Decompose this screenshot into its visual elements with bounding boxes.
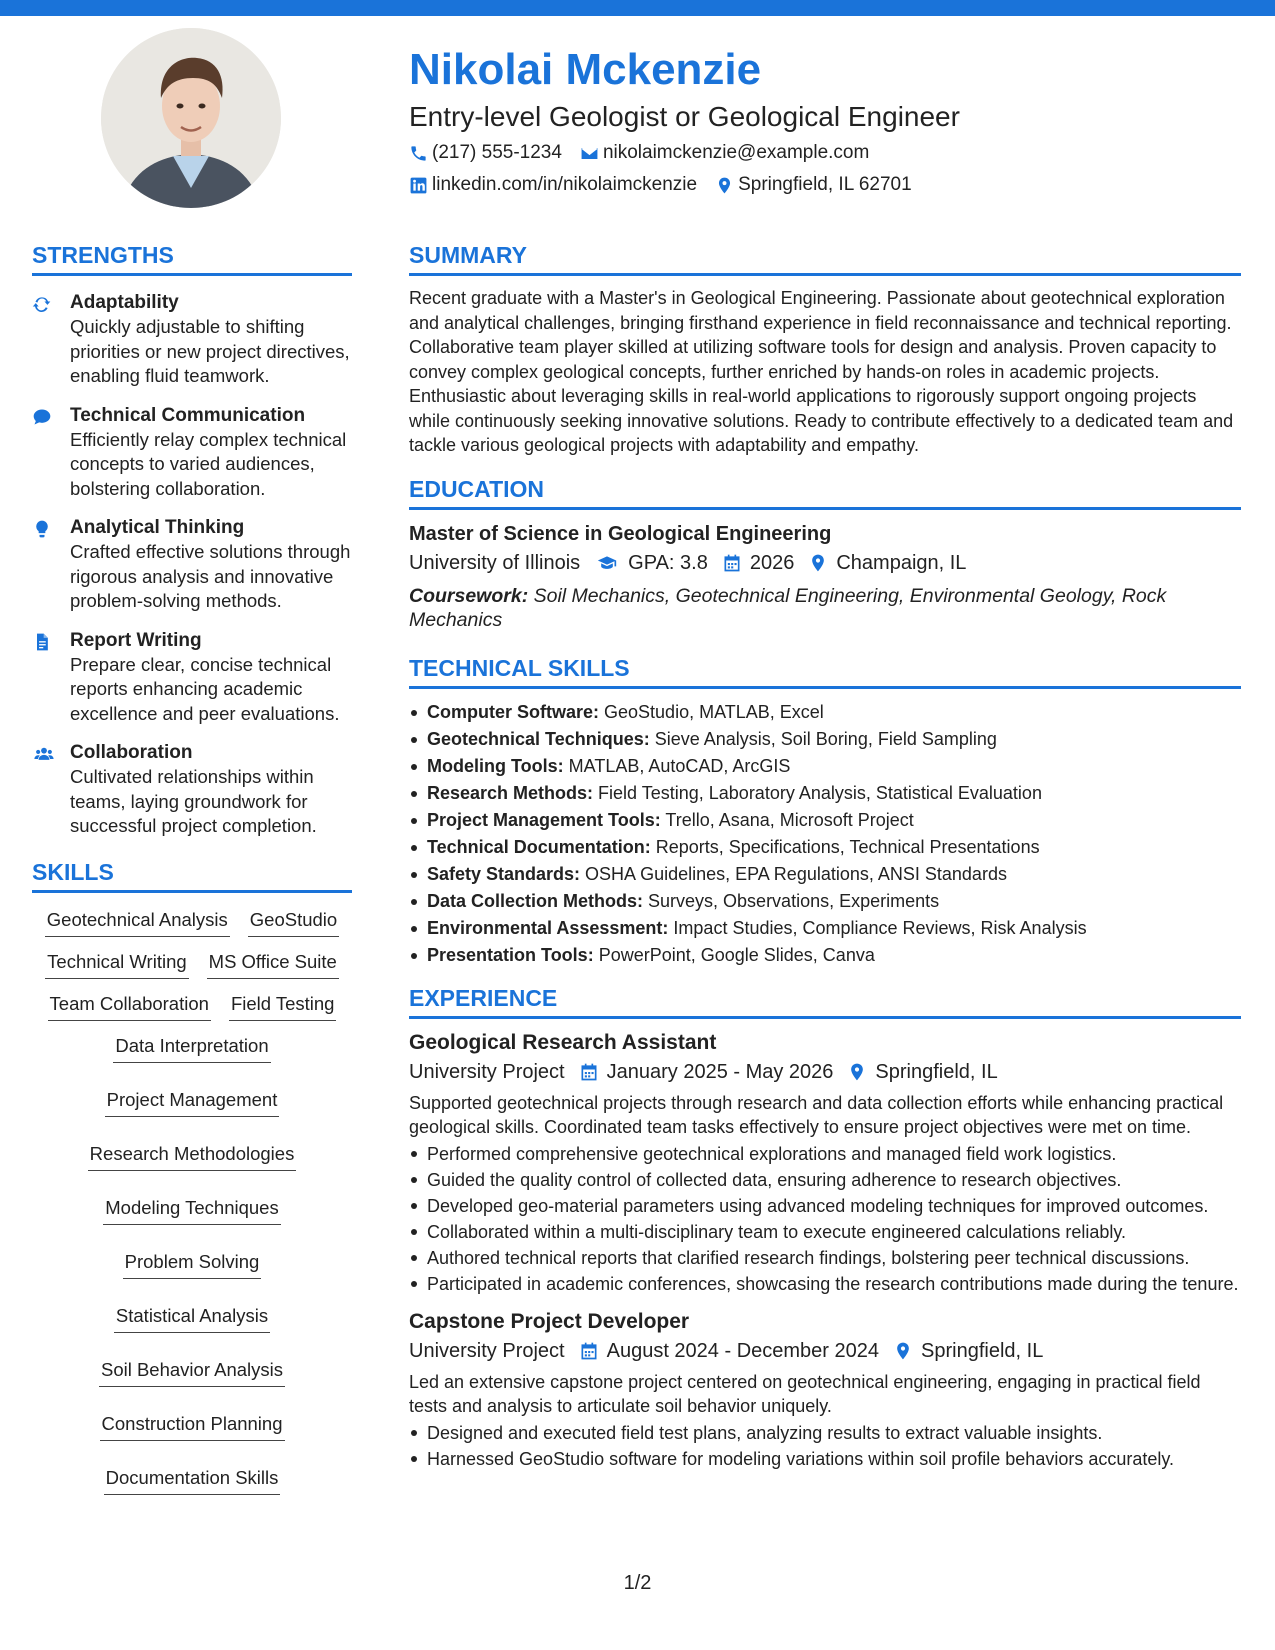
- skill-values: Field Testing, Laboratory Analysis, Statistical Evaluation: [593, 782, 1042, 803]
- strength-desc: Prepare clear, concise technical reports enhancing academic excellence and peer evaluations.: [70, 653, 340, 724]
- job-dates: August 2024 - December 2024: [606, 1339, 880, 1362]
- top-accent-bar: [0, 0, 1275, 16]
- strengths-heading: STRENGTHS: [32, 240, 352, 276]
- job-bullets: [409, 1142, 1241, 1296]
- strength-item: [32, 628, 352, 727]
- list-item: Collaborated within a multi-disciplinary team to execute engineered calculations reliably.: [409, 1220, 1241, 1244]
- summary-heading: SUMMARY: [409, 240, 1241, 276]
- school-location: Champaign, IL: [836, 551, 967, 574]
- calendar-icon: [722, 553, 742, 573]
- strength-item: [32, 290, 352, 389]
- coursework-list: Soil Mechanics, Geotechnical Engineering, Environmental Geology, Rock Mechanics: [409, 584, 1167, 631]
- job-title: Geological Research Assistant: [409, 1030, 717, 1054]
- job-summary: Supported geotechnical projects through research and data collection efforts while enhancing practical geological skills. Coordinated team tasks effectively to ensure project objectives were met on time.: [409, 1092, 1224, 1137]
- candidate-title: Entry-level Geologist or Geological Engineer: [409, 101, 960, 132]
- strength-title: Collaboration: [70, 742, 193, 763]
- strength-title: Analytical Thinking: [70, 517, 245, 538]
- skill-tag: GeoStudio: [248, 907, 339, 937]
- skill-tag: Geotechnical Analysis: [45, 907, 230, 937]
- skill-values: PowerPoint, Google Slides, Canva: [593, 944, 875, 965]
- list-item: Performed comprehensive geotechnical explorations and managed field work logistics.: [409, 1142, 1241, 1166]
- list-item: [409, 861, 1241, 888]
- gpa: GPA: 3.8: [628, 551, 708, 574]
- job-meta: [409, 1057, 1241, 1087]
- map-pin-icon: [715, 176, 734, 195]
- job-title: Capstone Project Developer: [409, 1309, 690, 1333]
- coursework-label: Coursework:: [409, 584, 529, 607]
- list-item: Designed and executed field test plans, analyzing results to extract valuable insights.: [409, 1421, 1241, 1445]
- strength-desc: Crafted effective solutions through rigorous analysis and innovative problem-solving methods.: [70, 541, 351, 611]
- skill-category: Environmental Assessment:: [427, 917, 669, 938]
- map-pin-icon: [808, 553, 828, 573]
- skill-category: Research Methods:: [427, 782, 594, 803]
- list-item: [409, 942, 1241, 969]
- skill-values: MATLAB, AutoCAD, ArcGIS: [563, 755, 791, 776]
- summary-text: Recent graduate with a Master's in Geological Engineering. Passionate about geotechnical exploration and analytical challenges, bringing firsthand experience in field reconnaissance and technical reporting. Collaborative team player skilled at utilizing software tools for design and analysis. Proven capacity to convey complex geological concepts, further enriched by hands-on roles in academic projects. Enthusiastic about leveraging skills in real-world applications to rigorously support ongoing projects while continuously seeking innovative solutions. Ready to contribute effectively to a dedicated team and tackle various geological projects with adaptability and empathy.: [409, 288, 1234, 455]
- skill-tag: Field Testing: [229, 991, 337, 1021]
- job-org: University Project: [409, 1060, 565, 1083]
- skill-category: Modeling Tools:: [427, 755, 564, 776]
- skill-tag: Soil Behavior Analysis: [99, 1357, 285, 1387]
- coursework: [409, 584, 1241, 633]
- job-org: University Project: [409, 1339, 565, 1362]
- skill-values: GeoStudio, MATLAB, Excel: [599, 701, 824, 722]
- job-entry: [409, 1029, 1241, 1296]
- job-bullets: [409, 1421, 1241, 1471]
- skill-tag: Statistical Analysis: [114, 1303, 270, 1333]
- email-text: nikolaimckenzie@example.com: [602, 142, 870, 163]
- list-item: [409, 915, 1241, 942]
- job-location: Springfield, IL: [875, 1060, 998, 1083]
- resume-header: [409, 44, 1249, 200]
- phone-text: (217) 555-1234: [432, 142, 562, 163]
- skill-category: Safety Standards:: [427, 863, 581, 884]
- skill-tag: Data Interpretation: [113, 1033, 270, 1063]
- job-location: Springfield, IL: [921, 1339, 1044, 1362]
- left-column: [32, 240, 352, 1495]
- skill-tag: MS Office Suite: [207, 949, 339, 979]
- skills-heading: SKILLS: [32, 857, 352, 893]
- strength-title: Adaptability: [70, 292, 179, 313]
- list-item: [409, 807, 1241, 834]
- skill-category: Data Collection Methods:: [427, 890, 644, 911]
- list-item: Harnessed GeoStudio software for modeling variations within soil profile behaviors accurately.: [409, 1447, 1241, 1471]
- skill-tag: Construction Planning: [100, 1411, 285, 1441]
- strength-item: [32, 740, 352, 839]
- users-icon: [32, 744, 56, 764]
- skill-values: Trello, Asana, Microsoft Project: [660, 809, 914, 830]
- list-item: [409, 753, 1241, 780]
- envelope-icon: [580, 144, 599, 163]
- job-meta: [409, 1336, 1241, 1366]
- strength-desc: Quickly adjustable to shifting priorities or new project directives, enabling fluid teamwork.: [70, 316, 350, 386]
- job-entry: [409, 1308, 1241, 1471]
- map-pin-icon: [893, 1341, 913, 1361]
- right-column: [409, 240, 1241, 1473]
- grad-year: 2026: [749, 551, 795, 574]
- location-text: Springfield, IL 62701: [738, 174, 912, 195]
- skill-category: Geotechnical Techniques:: [427, 728, 650, 749]
- list-item: Participated in academic conferences, showcasing the research contributions made during the tenure.: [409, 1272, 1241, 1296]
- experience-heading: EXPERIENCE: [409, 983, 1241, 1019]
- skill-values: Sieve Analysis, Soil Boring, Field Sampling: [649, 728, 997, 749]
- list-item: [409, 834, 1241, 861]
- skill-values: Reports, Specifications, Technical Presentations: [650, 836, 1040, 857]
- skill-tag: Research Methodologies: [88, 1141, 297, 1171]
- list-item: [409, 726, 1241, 753]
- linkedin[interactable]: [409, 170, 697, 200]
- strength-item: [32, 403, 352, 502]
- graduation-cap-icon: [594, 553, 620, 573]
- strength-desc: Efficiently relay complex technical concepts to varied audiences, bolstering collaboration.: [70, 428, 347, 499]
- skill-category: Technical Documentation:: [427, 836, 651, 857]
- contact-row-1: [409, 138, 1249, 168]
- list-item: Guided the quality control of collected data, ensuring adherence to research objectives.: [409, 1168, 1241, 1192]
- lightbulb-icon: [32, 519, 52, 539]
- technical-skills-heading: TECHNICAL SKILLS: [409, 653, 1241, 689]
- chat-icon: [32, 407, 52, 427]
- map-pin-icon: [847, 1062, 867, 1082]
- calendar-icon: [579, 1062, 599, 1082]
- skill-tag: Modeling Techniques: [103, 1195, 280, 1225]
- skill-tag: Documentation Skills: [104, 1465, 281, 1495]
- list-item: [409, 699, 1241, 726]
- phone-icon: [409, 144, 428, 163]
- skill-tag: Problem Solving: [123, 1249, 262, 1279]
- job-summary: Led an extensive capstone project centered on geotechnical engineering, engaging in practical field tests and analysis to articulate soil behavior uniquely.: [409, 1371, 1201, 1416]
- profile-photo: [101, 28, 281, 208]
- location: [715, 170, 912, 200]
- education-meta: [409, 548, 1241, 578]
- candidate-name: Nikolai Mckenzie: [409, 45, 762, 94]
- skill-tag: Team Collaboration: [48, 991, 211, 1021]
- list-item: [409, 780, 1241, 807]
- strength-desc: Cultivated relationships within teams, laying groundwork for successful project completion.: [70, 766, 317, 836]
- skill-category: Computer Software:: [427, 701, 600, 722]
- list-item: Developed geo-material parameters using advanced modeling techniques for improved outcomes.: [409, 1194, 1241, 1218]
- list-item: [409, 888, 1241, 915]
- strength-title: Report Writing: [70, 629, 202, 651]
- document-icon: [32, 632, 52, 652]
- skill-tag: Technical Writing: [45, 949, 189, 979]
- job-dates: January 2025 - May 2026: [606, 1060, 834, 1083]
- linkedin-icon: [409, 176, 428, 195]
- skill-values: Surveys, Observations, Experiments: [643, 890, 940, 911]
- strength-title: Technical Communication: [70, 404, 306, 426]
- email[interactable]: [580, 138, 869, 168]
- linkedin-text: linkedin.com/in/nikolaimckenzie: [432, 174, 698, 195]
- skill-category: Presentation Tools:: [427, 944, 594, 965]
- list-item: Authored technical reports that clarified research findings, bolstering peer technical discussions.: [409, 1246, 1241, 1270]
- calendar-icon: [579, 1341, 599, 1361]
- page-number: 1/2: [623, 1572, 652, 1594]
- sync-icon: [32, 294, 52, 314]
- phone[interactable]: [409, 138, 562, 168]
- degree: Master of Science in Geological Engineering: [409, 522, 832, 545]
- strength-item: [32, 515, 352, 614]
- skill-values: Impact Studies, Compliance Reviews, Risk Analysis: [668, 917, 1087, 938]
- education-heading: EDUCATION: [409, 474, 1241, 510]
- skill-values: OSHA Guidelines, EPA Regulations, ANSI Standards: [580, 863, 1007, 884]
- skills-list: [32, 907, 352, 1495]
- contact-row-2: [409, 170, 1249, 200]
- skill-tag: Project Management: [105, 1087, 280, 1117]
- technical-skills-list: [409, 699, 1241, 969]
- school: University of Illinois: [409, 551, 581, 574]
- skill-category: Project Management Tools:: [427, 809, 661, 830]
